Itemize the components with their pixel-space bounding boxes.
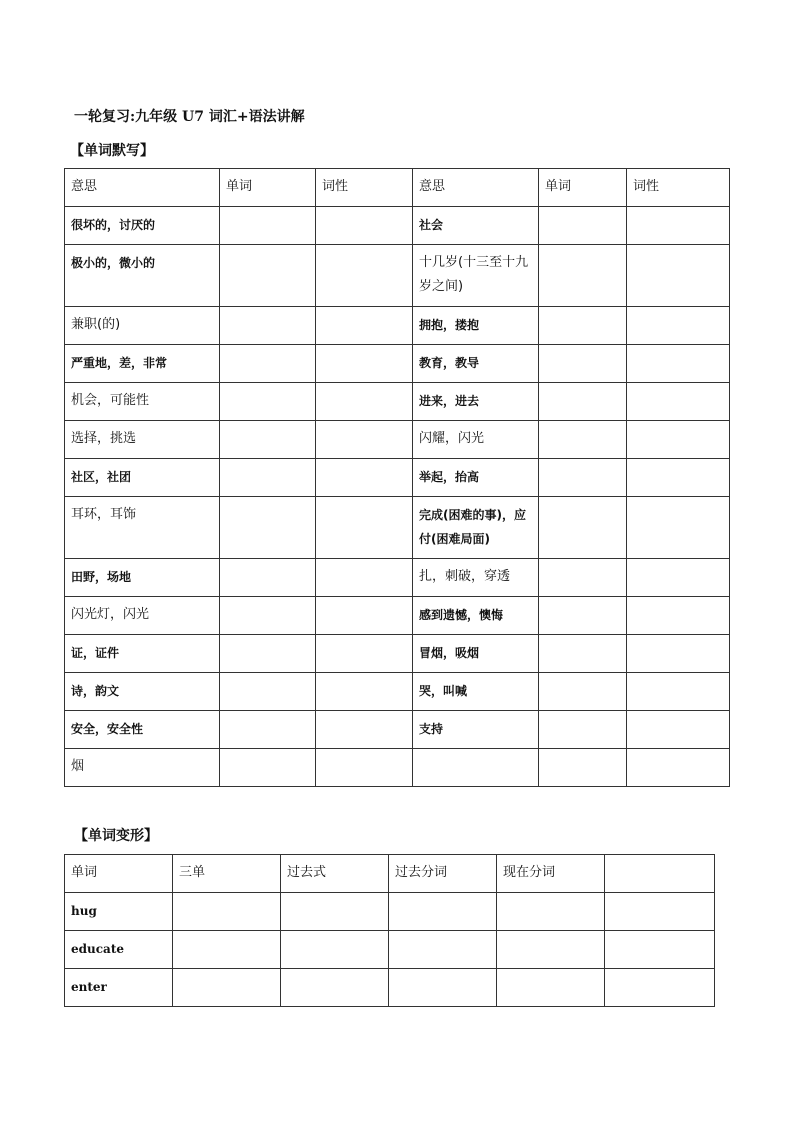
answer-cell[interactable]	[539, 421, 627, 459]
word-forms-table	[64, 854, 715, 1007]
answer-cell[interactable]	[627, 497, 730, 559]
answer-cell[interactable]	[539, 207, 627, 245]
answer-cell[interactable]	[627, 673, 730, 711]
answer-cell[interactable]	[220, 307, 316, 345]
answer-cell[interactable]	[627, 635, 730, 673]
column-header: 三单	[173, 855, 281, 893]
meaning-cell: 拥抱，搂抱	[413, 307, 539, 345]
meaning-cell: 举起，抬高	[413, 459, 539, 497]
answer-cell[interactable]	[220, 673, 316, 711]
column-header	[605, 855, 715, 893]
answer-cell[interactable]	[539, 559, 627, 597]
column-header: 意思	[65, 169, 220, 207]
meaning-cell	[413, 749, 539, 787]
answer-cell[interactable]	[220, 559, 316, 597]
answer-cell[interactable]	[627, 245, 730, 307]
table-row	[65, 421, 730, 459]
table-row	[65, 345, 730, 383]
meaning-cell: 诗，韵文	[65, 673, 220, 711]
word-cell	[65, 931, 173, 969]
meaning-cell: 社区，社团	[65, 459, 220, 497]
table-row	[65, 383, 730, 421]
answer-cell[interactable]	[316, 383, 413, 421]
table-row	[65, 245, 730, 307]
answer-cell[interactable]	[627, 421, 730, 459]
answer-cell[interactable]	[220, 207, 316, 245]
table-header-row	[65, 169, 730, 207]
answer-cell[interactable]	[220, 459, 316, 497]
table-row	[65, 969, 715, 1007]
table-row	[65, 207, 730, 245]
answer-cell[interactable]	[316, 307, 413, 345]
answer-cell[interactable]	[220, 597, 316, 635]
answer-cell[interactable]	[316, 207, 413, 245]
word-label: hug	[71, 904, 97, 918]
meaning-cell: 严重地，差，非常	[65, 345, 220, 383]
table-row	[65, 597, 730, 635]
answer-cell[interactable]	[316, 345, 413, 383]
answer-cell[interactable]	[281, 969, 389, 1007]
answer-cell[interactable]	[173, 893, 281, 931]
meaning-cell: 扎，刺破，穿透	[413, 559, 539, 597]
answer-cell[interactable]	[605, 969, 715, 1007]
answer-cell[interactable]	[627, 207, 730, 245]
meaning-cell: 机会，可能性	[65, 383, 220, 421]
page-title: 一轮复习:九年级 U7 词汇+语法讲解	[74, 109, 305, 125]
answer-cell[interactable]	[605, 931, 715, 969]
answer-cell[interactable]	[316, 711, 413, 749]
answer-cell[interactable]	[316, 635, 413, 673]
answer-cell[interactable]	[220, 421, 316, 459]
meaning-cell: 支持	[413, 711, 539, 749]
answer-cell[interactable]	[539, 597, 627, 635]
column-header: 词性	[316, 169, 413, 207]
answer-cell[interactable]	[389, 893, 497, 931]
table-row	[65, 749, 730, 787]
answer-cell[interactable]	[173, 931, 281, 969]
answer-cell[interactable]	[539, 307, 627, 345]
column-header: 过去分词	[389, 855, 497, 893]
answer-cell[interactable]	[539, 459, 627, 497]
answer-cell[interactable]	[281, 893, 389, 931]
answer-cell[interactable]	[220, 497, 316, 559]
answer-cell[interactable]	[316, 673, 413, 711]
meaning-cell: 烟	[65, 749, 220, 787]
meaning-cell: 进来，进去	[413, 383, 539, 421]
answer-cell[interactable]	[627, 559, 730, 597]
answer-cell[interactable]	[389, 931, 497, 969]
answer-cell[interactable]	[220, 711, 316, 749]
meaning-cell: 很坏的，讨厌的	[65, 207, 220, 245]
answer-cell[interactable]	[220, 245, 316, 307]
answer-cell[interactable]	[539, 497, 627, 559]
meaning-cell: 田野，场地	[65, 559, 220, 597]
answer-cell[interactable]	[497, 893, 605, 931]
table-row	[65, 635, 730, 673]
word-cell	[65, 969, 173, 1007]
table-row	[65, 673, 730, 711]
answer-cell[interactable]	[627, 307, 730, 345]
answer-cell[interactable]	[220, 749, 316, 787]
table-row	[65, 931, 715, 969]
meaning-cell: 兼职(的)	[65, 307, 220, 345]
answer-cell[interactable]	[627, 383, 730, 421]
table-row	[65, 307, 730, 345]
answer-cell[interactable]	[316, 421, 413, 459]
meaning-cell: 教育，教导	[413, 345, 539, 383]
answer-cell[interactable]	[316, 459, 413, 497]
meaning-cell: 感到遗憾，懊悔	[413, 597, 539, 635]
meaning-cell: 安全，安全性	[65, 711, 220, 749]
column-header: 意思	[413, 169, 539, 207]
word-cell	[65, 893, 173, 931]
word-label: enter	[71, 980, 107, 994]
meaning-cell: 选择，挑选	[65, 421, 220, 459]
column-header: 词性	[627, 169, 730, 207]
answer-cell[interactable]	[539, 383, 627, 421]
answer-cell[interactable]	[220, 345, 316, 383]
table-row	[65, 559, 730, 597]
table-header-row	[65, 855, 715, 893]
meaning-cell: 闪光灯，闪光	[65, 597, 220, 635]
answer-cell[interactable]	[539, 673, 627, 711]
answer-cell[interactable]	[627, 345, 730, 383]
answer-cell[interactable]	[316, 597, 413, 635]
meaning-cell: 社会	[413, 207, 539, 245]
word-label: educate	[71, 942, 125, 956]
answer-cell[interactable]	[220, 383, 316, 421]
meaning-cell: 证，证件	[65, 635, 220, 673]
answer-cell[interactable]	[316, 559, 413, 597]
meaning-cell: 耳环，耳饰	[65, 497, 220, 559]
answer-cell[interactable]	[316, 245, 413, 307]
table-row	[65, 893, 715, 931]
section-heading-dictation: 【单词默写】	[70, 143, 154, 159]
answer-cell[interactable]	[497, 969, 605, 1007]
answer-cell[interactable]	[627, 597, 730, 635]
answer-cell[interactable]	[173, 969, 281, 1007]
column-header: 单词	[65, 855, 173, 893]
answer-cell[interactable]	[627, 459, 730, 497]
column-header: 现在分词	[497, 855, 605, 893]
answer-cell[interactable]	[220, 635, 316, 673]
table-row	[65, 497, 730, 559]
answer-cell[interactable]	[316, 749, 413, 787]
answer-cell[interactable]	[497, 931, 605, 969]
meaning-cell: 完成(困难的事)，应付(困难局面)	[413, 497, 539, 559]
meaning-cell: 冒烟，吸烟	[413, 635, 539, 673]
vocab-dictation-table	[64, 168, 730, 787]
answer-cell[interactable]	[539, 635, 627, 673]
table-row	[65, 459, 730, 497]
meaning-cell: 闪耀，闪光	[413, 421, 539, 459]
column-header: 单词	[539, 169, 627, 207]
column-header: 单词	[220, 169, 316, 207]
section-heading-forms: 【单词变形】	[74, 828, 158, 844]
meaning-cell: 十几岁(十三至十九岁之间)	[413, 245, 539, 307]
meaning-cell: 哭，叫喊	[413, 673, 539, 711]
answer-cell[interactable]	[539, 749, 627, 787]
table-row	[65, 711, 730, 749]
meaning-cell: 极小的，微小的	[65, 245, 220, 307]
answer-cell[interactable]	[281, 931, 389, 969]
answer-cell[interactable]	[316, 497, 413, 559]
answer-cell[interactable]	[627, 749, 730, 787]
answer-cell[interactable]	[539, 711, 627, 749]
answer-cell[interactable]	[389, 969, 497, 1007]
answer-cell[interactable]	[605, 893, 715, 931]
answer-cell[interactable]	[627, 711, 730, 749]
column-header: 过去式	[281, 855, 389, 893]
answer-cell[interactable]	[539, 345, 627, 383]
answer-cell[interactable]	[539, 245, 627, 307]
